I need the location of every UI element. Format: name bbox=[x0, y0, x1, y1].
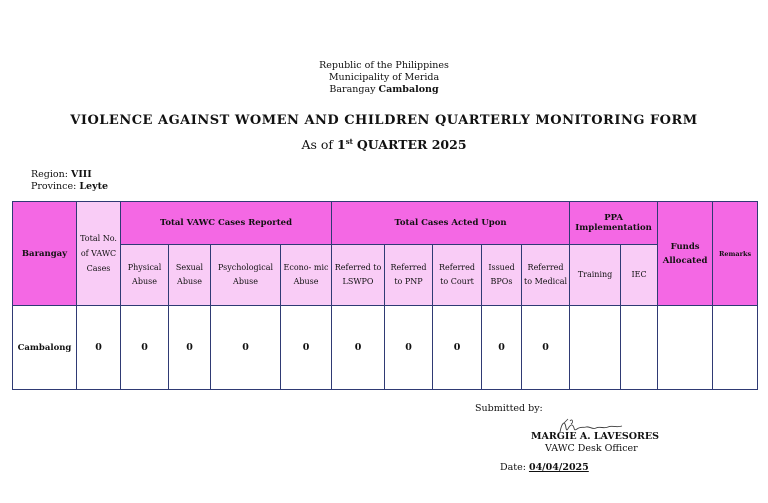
header-barangay bbox=[0, 84, 768, 96]
submitted-by-label: Submitted by: bbox=[475, 403, 543, 414]
form-title: VIOLENCE AGAINST WOMEN AND CHILDREN QUARTERLY MONITORING FORM bbox=[70, 113, 698, 128]
quarter-line bbox=[0, 137, 768, 152]
date-value: 04/04/2025 bbox=[528, 462, 589, 473]
cell-sexual: 0 bbox=[169, 306, 211, 390]
date-line bbox=[500, 462, 589, 473]
cell-funds bbox=[658, 306, 713, 390]
signer-name: MARGIE A. LAVESORES bbox=[531, 431, 659, 442]
header-medical: Referred to Medical bbox=[522, 245, 570, 306]
header-court: Referred to Court bbox=[433, 245, 482, 306]
header-training: Training bbox=[570, 245, 621, 306]
cell-iec bbox=[621, 306, 658, 390]
header-physical: Physical Abuse bbox=[121, 245, 169, 306]
cell-court: 0 bbox=[433, 306, 482, 390]
header-group-acted: Total Cases Acted Upon bbox=[332, 202, 570, 245]
header-bpo: Issued BPOs bbox=[482, 245, 522, 306]
monitoring-table bbox=[12, 201, 758, 390]
cell-total-cases: 0 bbox=[77, 306, 121, 390]
cell-lswpo: 0 bbox=[332, 306, 385, 390]
province-label: Province: bbox=[31, 181, 77, 192]
header-remarks: Remarks bbox=[713, 202, 758, 306]
header-republic: Republic of the Philippines bbox=[319, 60, 449, 71]
region-value: VIII bbox=[70, 169, 92, 180]
cell-training bbox=[570, 306, 621, 390]
quarter-suffix: st bbox=[345, 137, 353, 146]
region-line bbox=[31, 169, 92, 181]
header-pnp: Referred to PNP bbox=[385, 245, 433, 306]
cell-pnp: 0 bbox=[385, 306, 433, 390]
header-economic: Econo- mic Abuse bbox=[281, 245, 332, 306]
header-funds: Funds Allocated bbox=[658, 202, 713, 306]
cell-psychological: 0 bbox=[211, 306, 281, 390]
quarter-rest: QUARTER 2025 bbox=[356, 137, 467, 153]
table-row bbox=[13, 306, 758, 390]
province-line bbox=[31, 181, 108, 193]
header-barangay-col: Barangay bbox=[13, 202, 77, 306]
cell-medical: 0 bbox=[522, 306, 570, 390]
cell-economic: 0 bbox=[281, 306, 332, 390]
province-value: Leyte bbox=[79, 181, 109, 192]
quarter-number: 1 bbox=[337, 137, 346, 153]
header-barangay-name: Cambalong bbox=[378, 84, 439, 95]
header-municipality: Municipality of Merida bbox=[328, 72, 440, 83]
header-group-ppa: PPA Implementation bbox=[570, 202, 658, 245]
date-label: Date: bbox=[500, 462, 526, 473]
header-group-reported: Total VAWC Cases Reported bbox=[121, 202, 332, 245]
header-total-cases: Total No. of VAWC Cases bbox=[77, 202, 121, 306]
header-iec: IEC bbox=[621, 245, 658, 306]
cell-bpo: 0 bbox=[482, 306, 522, 390]
cell-barangay: Cambalong bbox=[13, 306, 77, 390]
header-lswpo: Referred to LSWPO bbox=[332, 245, 385, 306]
quarter-prefix: As of bbox=[301, 137, 334, 153]
cell-remarks bbox=[713, 306, 758, 390]
header-barangay-prefix: Barangay bbox=[329, 84, 376, 95]
cell-physical: 0 bbox=[121, 306, 169, 390]
signer-role: VAWC Desk Officer bbox=[545, 443, 638, 454]
region-label: Region: bbox=[31, 169, 68, 180]
header-sexual: Sexual Abuse bbox=[169, 245, 211, 306]
header-psychological: Psychological Abuse bbox=[211, 245, 281, 306]
